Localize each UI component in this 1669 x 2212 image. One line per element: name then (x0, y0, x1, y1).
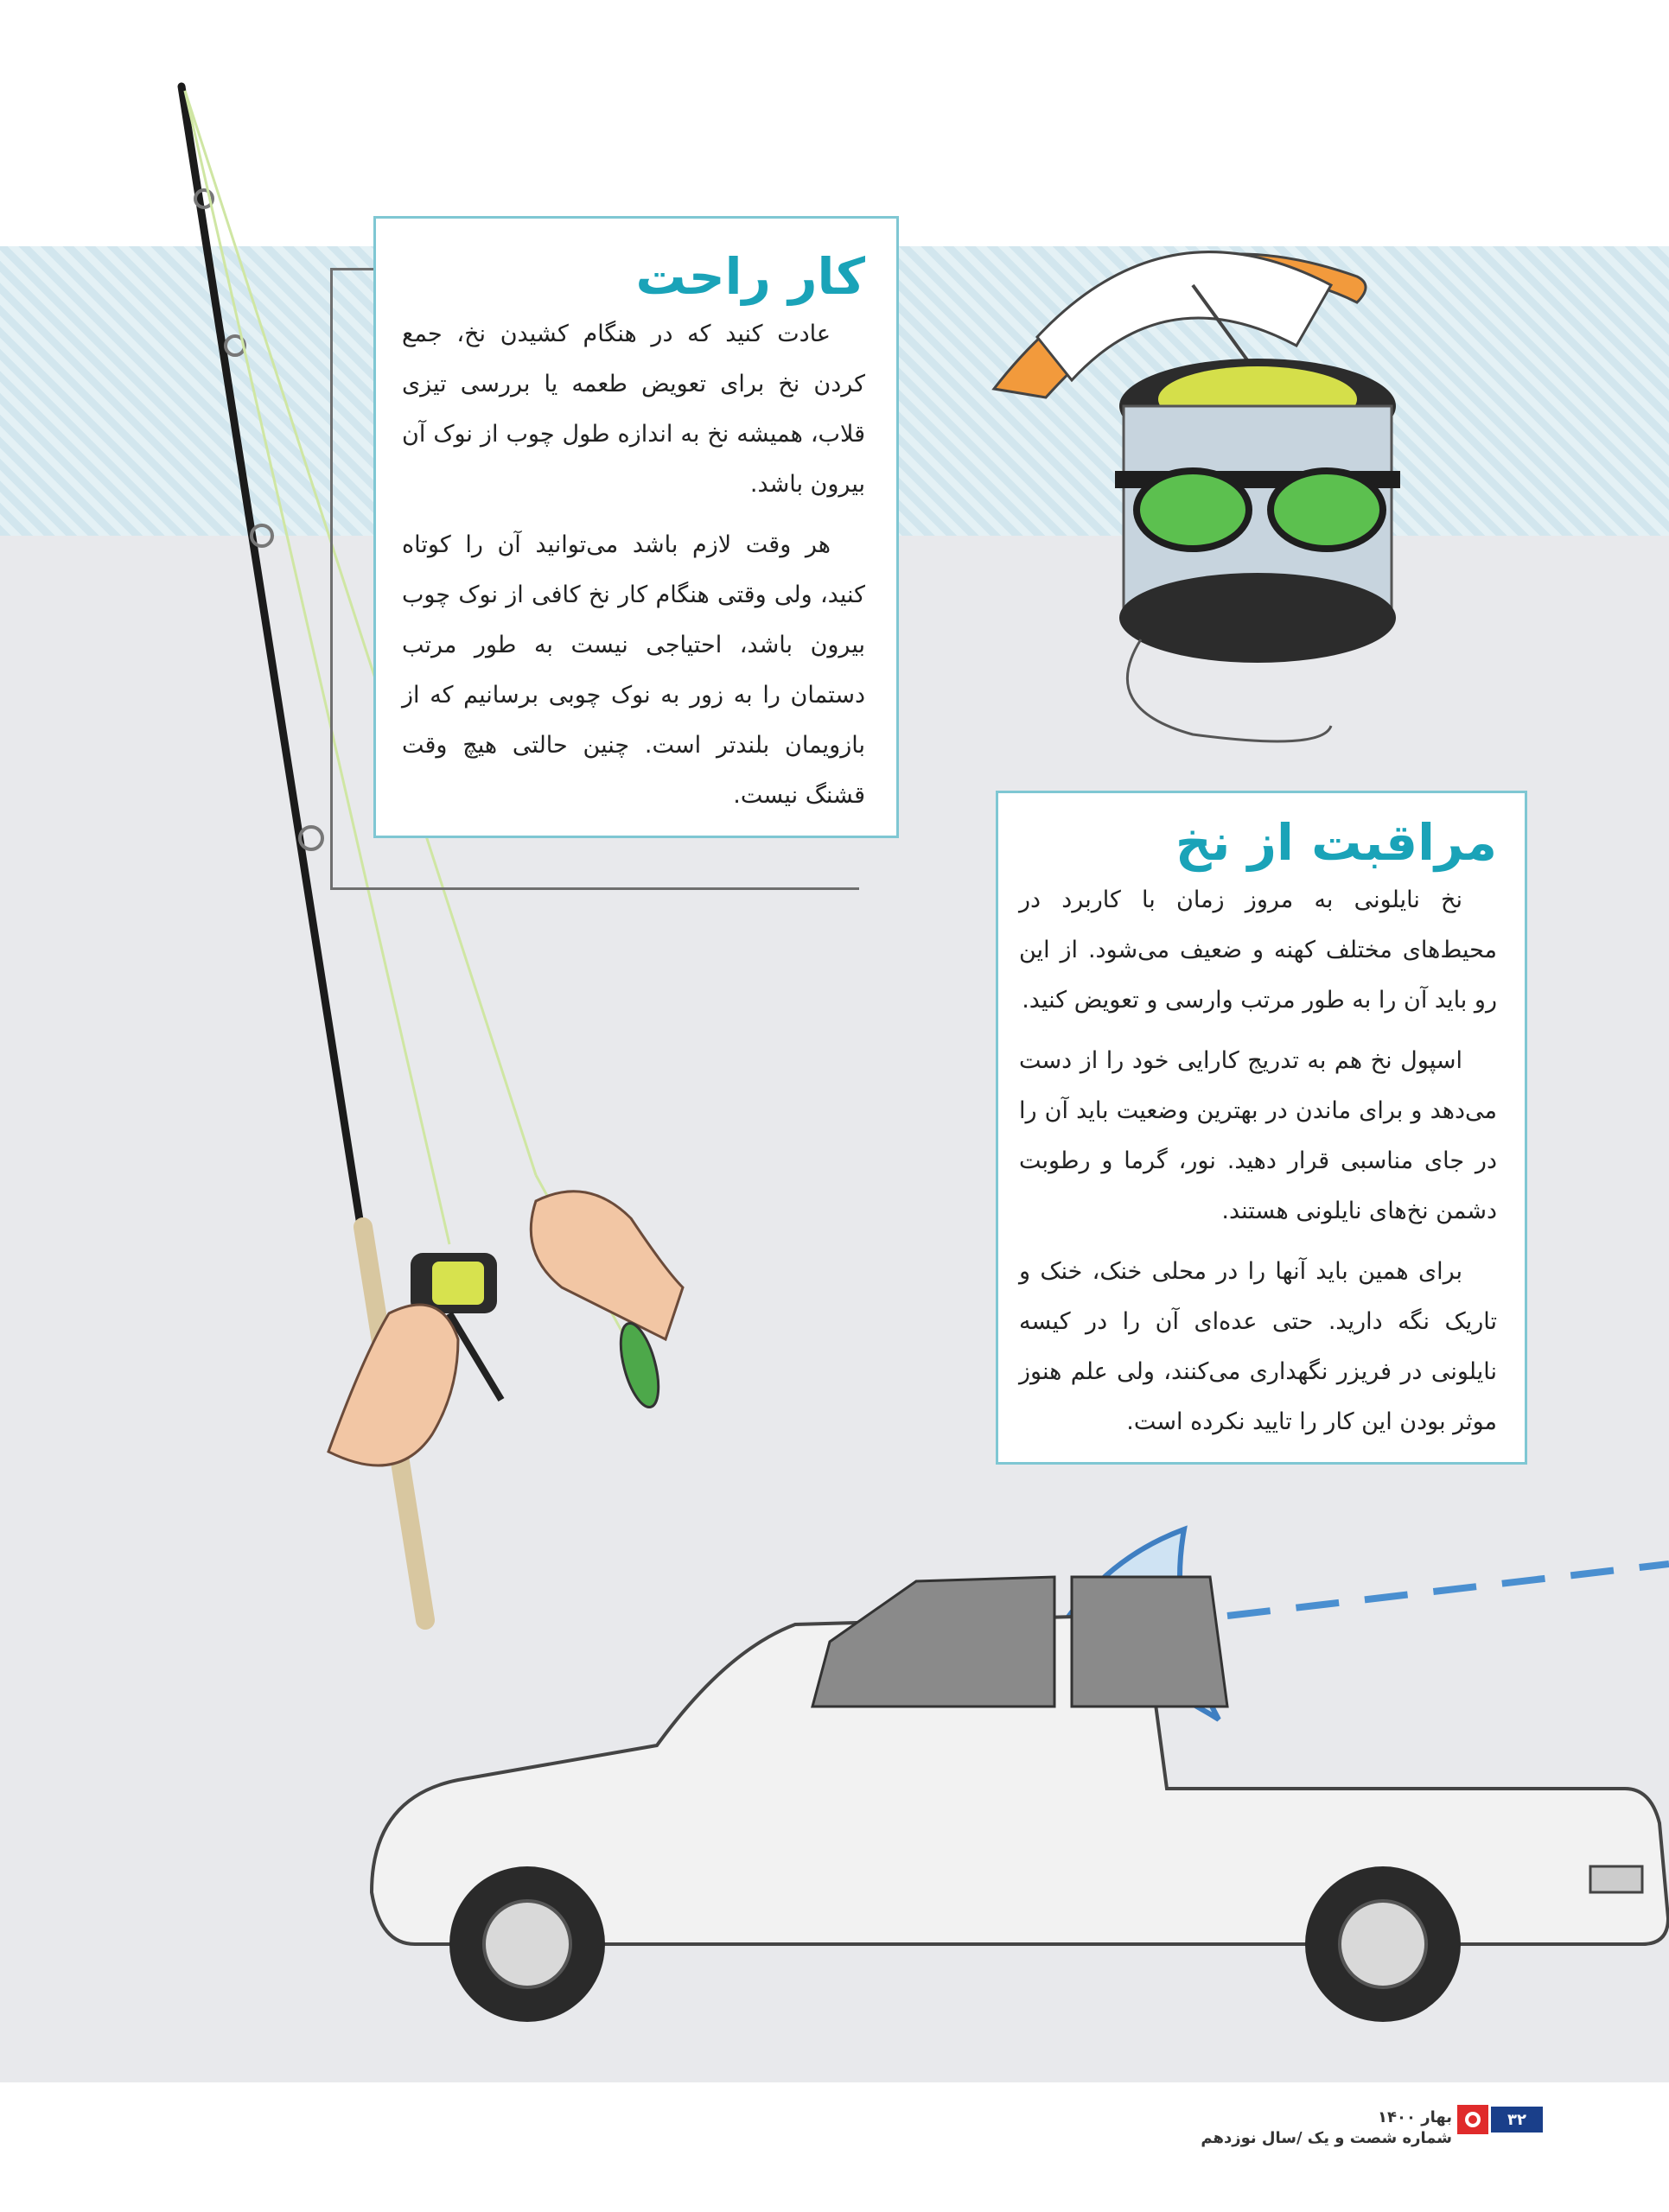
line-care-paragraph-3: برای همین باید آنها را در محلی خنک، خنک و تاریک نگه دارید. حتی عده‌ای آن را در کیسه نایلونی در فریزر نگهداری می‌کنند، ولی علم هنوز موثر بودن این کار را تایید نکرده است. (1019, 1258, 1497, 1436)
footer-issue: شماره شصت و یک /سال نوزدهم (1201, 2129, 1452, 2147)
page-number: ۳۲ (1491, 2107, 1543, 2133)
line-care-box (996, 791, 1527, 1465)
pickup-truck-illustration (372, 1577, 1668, 2022)
easy-work-body (402, 309, 865, 821)
spool-illustration (994, 252, 1400, 741)
easy-work-paragraph-1: عادت کنید که در هنگام کشیدن نخ، جمع کردن نخ برای تعویض طعمه یا بررسی تیزی قلاب، همیشه نخ به اندازه طول چوب از نوک آن بیرون باشد. (402, 321, 865, 499)
easy-work-box (373, 216, 899, 838)
line-care-title: مراقبت از نخ (1175, 813, 1497, 872)
line-care-body (1019, 875, 1497, 1447)
easy-work-paragraph-2: هر وقت لازم باشد می‌توانید آن را کوتاه کنید، ولی وقتی هنگام کار نخ کافی از نوک چوب بیرون باشد، احتیاجی نیست به طور مرتب دستمان را به زور به نوک چوبی برسانیم که از بازویمان بلندتر است. چنین حالتی هیچ وقت قشنگ نیست. (402, 531, 865, 810)
line-care-paragraph-2: اسپول نخ هم به تدریج کارایی خود را از دست می‌دهد و برای ماندن در بهترین وضعیت باید آن را در جای مناسبی قرار دهید. نور، گرما و رطوبت دشمن نخ‌های نایلونی هستند. (1019, 1047, 1497, 1225)
line-care-paragraph-1: نخ نایلونی به مروز زمان با کاربرد در محیط‌های مختلف کهنه و ضعیف می‌شود. از این رو باید آن را به طور مرتب وارسی و تعویض کنید. (1019, 887, 1497, 1014)
easy-work-title: کار راحت (635, 247, 865, 306)
footer-season: بهار ۱۴۰۰ (1378, 2108, 1452, 2126)
magazine-logo-icon (1457, 2105, 1488, 2134)
